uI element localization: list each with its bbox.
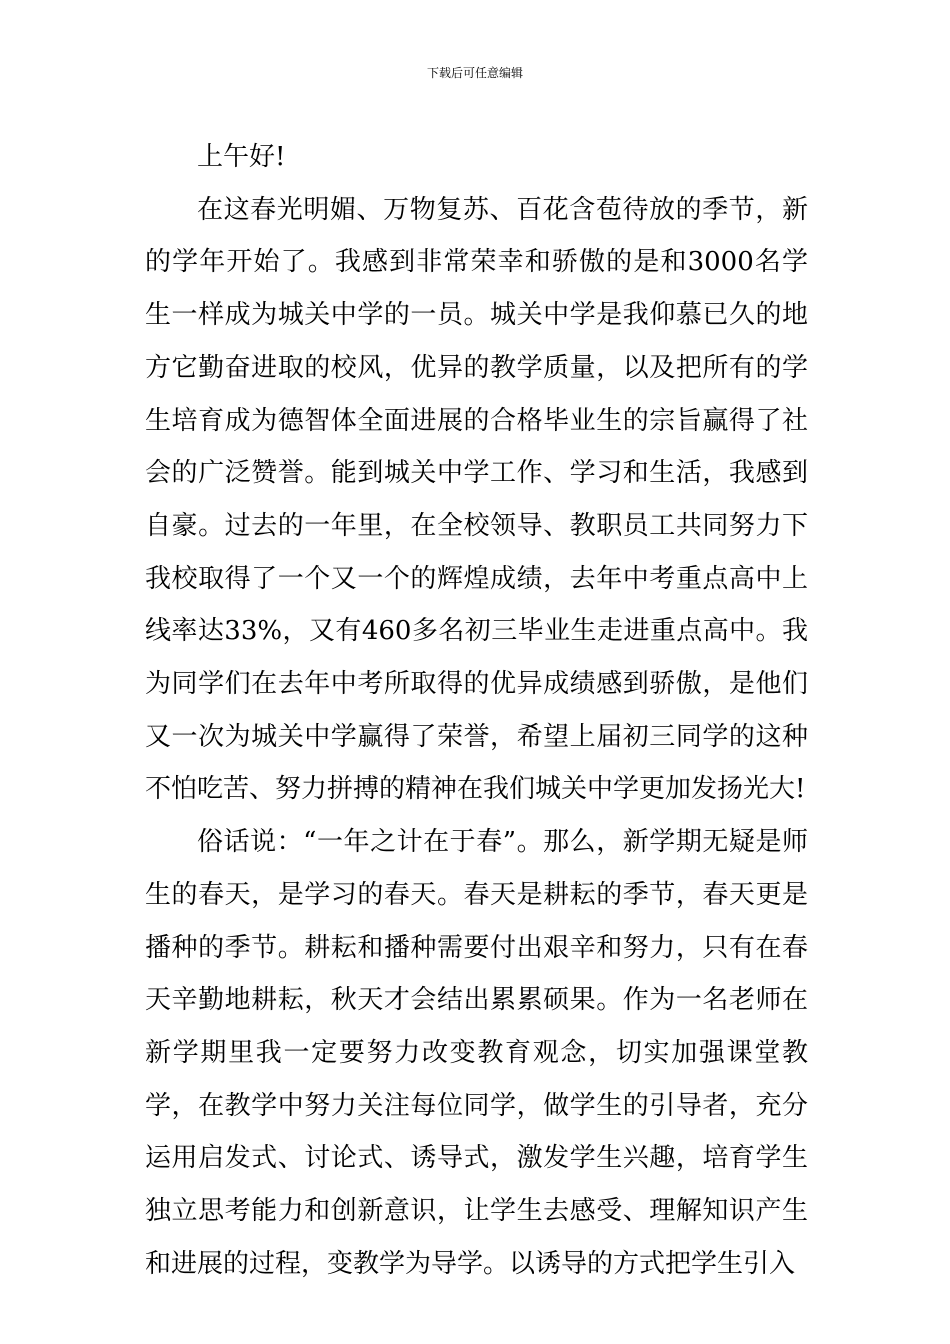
greeting-paragraph: 上午好! (197, 142, 286, 172)
body-paragraph: 俗话说：“一年之计在于春”。那么，新学期无疑是师生的春天，是学习的春天。春天是耕耘的季节，春天更是播种的季节。耕耘和播种需要付出艰辛和努力，只有在春天辛勤地耕耘，秋天才会结出累累硕果。作为一名老师在新学期里我一定要努力改变教育观念，切实加强课堂教学，在教学中努力关注每位同学，做学生的引导者，充分运用启发式、讨论式、诱导式，激发学生兴趣，培育学生独立思考能力和创新意识，让学生去感受、理解知识产生和进展的过程，变教学为导学。以诱导的方式把学生引入 (145, 827, 808, 1279)
page-header-note: 下载后可任意编辑 (426, 66, 523, 80)
document-body (145, 131, 808, 1290)
body-paragraph: 在这春光明媚、万物复苏、百花含苞待放的季节，新的学年开始了。我感到非常荣幸和骄傲的是和3000名学生一样成为城关中学的一员。城关中学是我仰慕已久的地方它勤奋进取的校风，优异的教学质量，以及把所有的学生培育成为德智体全面进展的合格毕业生的宗旨赢得了社会的广泛赞誉。能到城关中学工作、学习和生活，我感到自豪。过去的一年里，在全校领导、教职员工共同努力下我校取得了一个又一个的辉煌成绩，去年中考重点高中上线率达33%，又有460多名初三毕业生走进重点高中。我为同学们在去年中考所取得的优异成绩感到骄傲，是他们又一次为城关中学赢得了荣誉，希望上届初三同学的这种不怕吃苦、努力拼搏的精神在我们城关中学更加发扬光大! (145, 194, 808, 805)
